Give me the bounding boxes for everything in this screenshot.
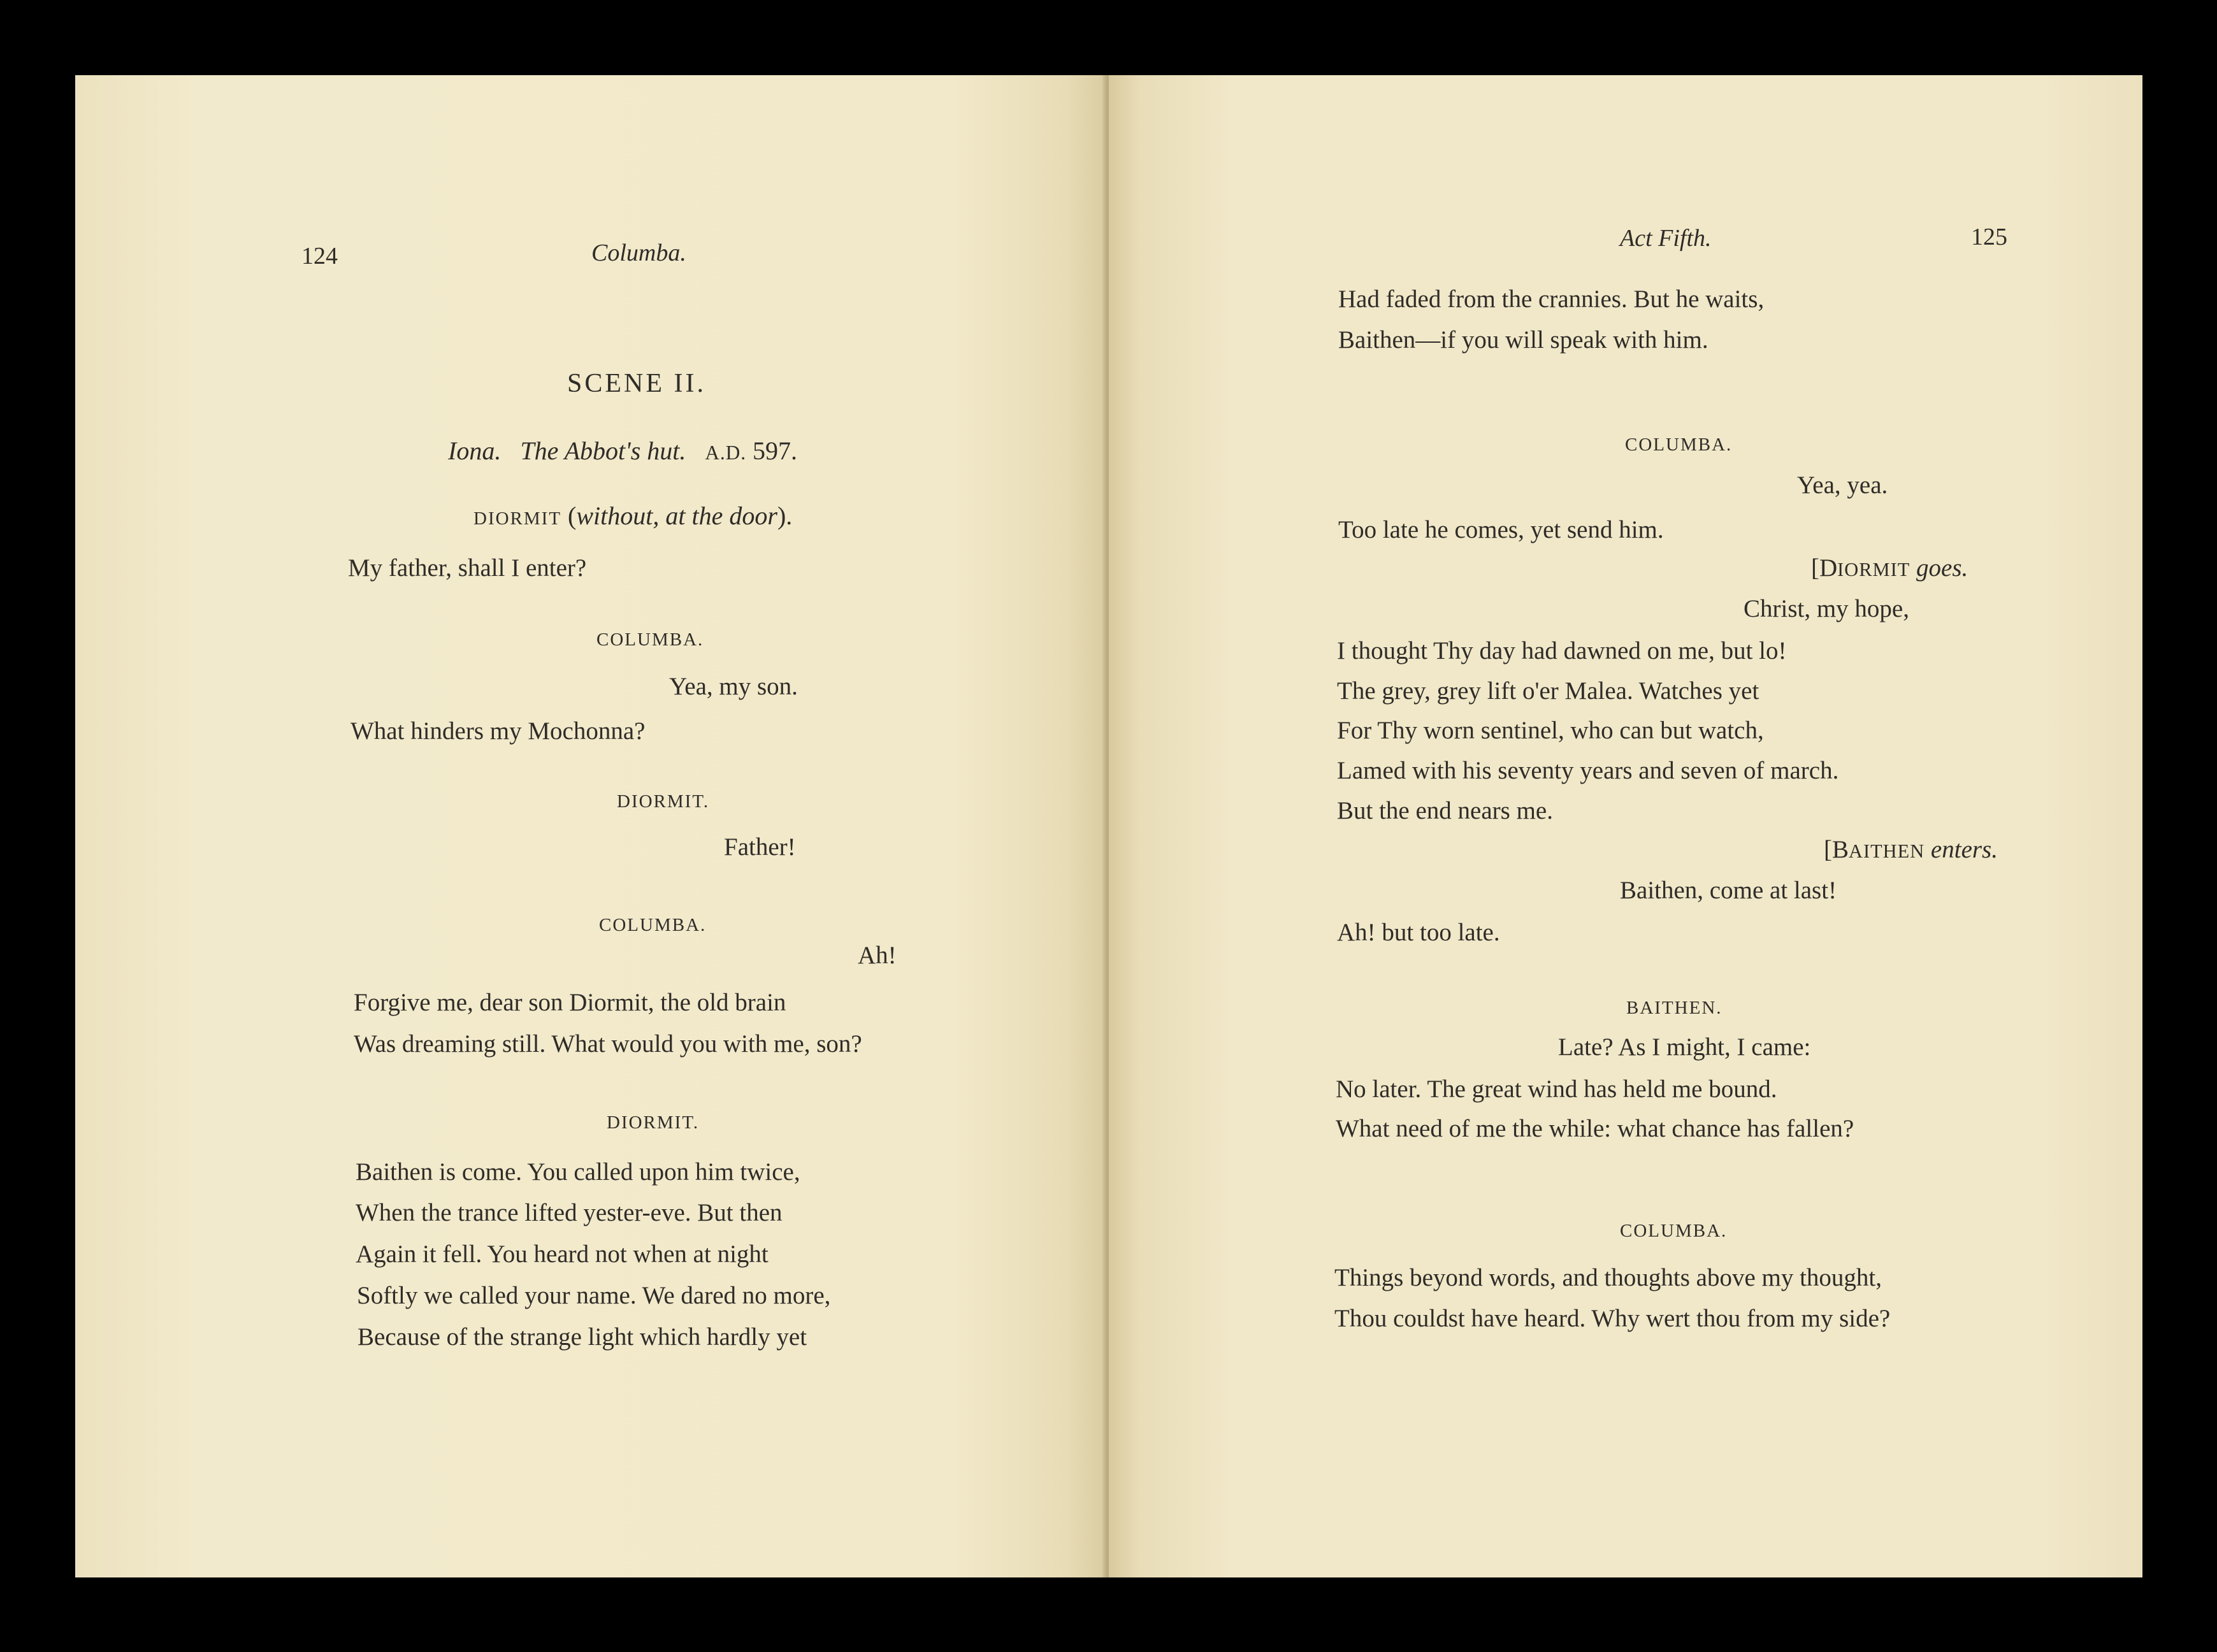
speaker-heading: DIORMIT. (607, 1112, 700, 1133)
verse-line: Had faded from the crannies. But he waits, (1338, 285, 1765, 313)
speaker-heading: COLUMBA. (599, 915, 707, 935)
speaker-heading: COLUMBA. (1625, 435, 1733, 455)
verse-line: What need of me the while: what chance has fallen? (1336, 1115, 1854, 1142)
paren-open: ( (568, 501, 577, 530)
verse-line: When the trance lifted yester-eve. But then (356, 1199, 783, 1226)
running-head-right: Act Fifth. (1620, 225, 1712, 252)
verse-line: Was dreaming still. What would you with me, son? (354, 1030, 862, 1058)
verse-line: My father, shall I enter? (348, 554, 587, 582)
paren-close: ). (777, 501, 793, 530)
name-rest: IORMIT (1837, 559, 1910, 580)
speaker-heading: COLUMBA. (596, 629, 704, 650)
verse-line: Ah! but too late. (1337, 919, 1500, 946)
speaker-heading: DIORMIT. (617, 791, 710, 812)
verse-line: Yea, yea. (1797, 471, 1888, 499)
name-initial: D (1819, 554, 1838, 582)
verse-line: I thought Thy day had dawned on me, but lo! (1337, 637, 1787, 664)
speaker-heading: BAITHEN. (1626, 998, 1722, 1018)
setting-era: A.D. (705, 442, 747, 464)
verse-line: But the end nears me. (1337, 797, 1553, 824)
stage-direction-baithen-enters (1824, 835, 1998, 866)
speaker-heading: COLUMBA. (1620, 1221, 1728, 1241)
direction-action: enters. (1930, 836, 1998, 863)
left-page (75, 75, 1108, 1577)
verse-line: Again it fell. You heard not when at night (356, 1240, 769, 1268)
verse-line: For Thy worn sentinel, who can but watch, (1337, 717, 1764, 744)
verse-line: Yea, my son. (669, 673, 798, 700)
verse-line: Lamed with his seventy years and seven of march. (1337, 757, 1839, 784)
name-rest: AITHEN (1849, 840, 1925, 862)
book-spread (75, 75, 2142, 1577)
running-head-left: Columba. (591, 240, 686, 266)
setting-year: 597. (753, 436, 798, 465)
verse-line: Baithen, come at last! (1620, 877, 1837, 904)
verse-line: Baithen is come. You called upon him twice, (356, 1158, 800, 1186)
verse-line: Things beyond words, and thoughts above my thought, (1334, 1264, 1882, 1291)
direction-action: goes. (1916, 554, 1968, 582)
verse-line: What hinders my Mochonna? (350, 717, 646, 745)
bracket: [ (1811, 554, 1819, 582)
bracket: [ (1824, 836, 1832, 863)
right-page (1109, 75, 2142, 1577)
scene-title: SCENE II. (567, 369, 706, 398)
stage-direction-diormit-goes (1811, 553, 1968, 585)
setting-location: The Abbot's hut. (520, 436, 686, 465)
stage-direction-diormit (473, 501, 792, 534)
verse-line: Softly we called your name. We dared no more, (357, 1282, 831, 1309)
verse-line: Father! (724, 833, 796, 861)
scene-setting (448, 436, 797, 468)
verse-line: The grey, grey lift o'er Malea. Watches yet (1337, 677, 1759, 705)
setting-place: Iona. (448, 436, 502, 465)
page-number-left: 124 (301, 243, 338, 269)
direction-note: without, at the door (576, 501, 777, 530)
verse-line: Thou couldst have heard. Why wert thou from my side? (1334, 1305, 1891, 1332)
page-number-right: 125 (1971, 224, 2007, 250)
verse-line: Christ, my hope, (1744, 595, 1909, 622)
verse-line: Ah! (858, 942, 897, 969)
verse-line: No later. The great wind has held me bound. (1336, 1075, 1777, 1103)
verse-line: Forgive me, dear son Diormit, the old brain (354, 989, 786, 1016)
name-initial: B (1832, 836, 1849, 863)
verse-line: Baithen—if you will speak with him. (1338, 326, 1708, 354)
verse-line: Too late he comes, yet send him. (1338, 516, 1664, 543)
verse-line: Late? As I might, I came: (1558, 1033, 1811, 1061)
verse-line: Because of the strange light which hardly yet (357, 1323, 807, 1351)
speaker-name: DIORMIT (473, 508, 562, 529)
